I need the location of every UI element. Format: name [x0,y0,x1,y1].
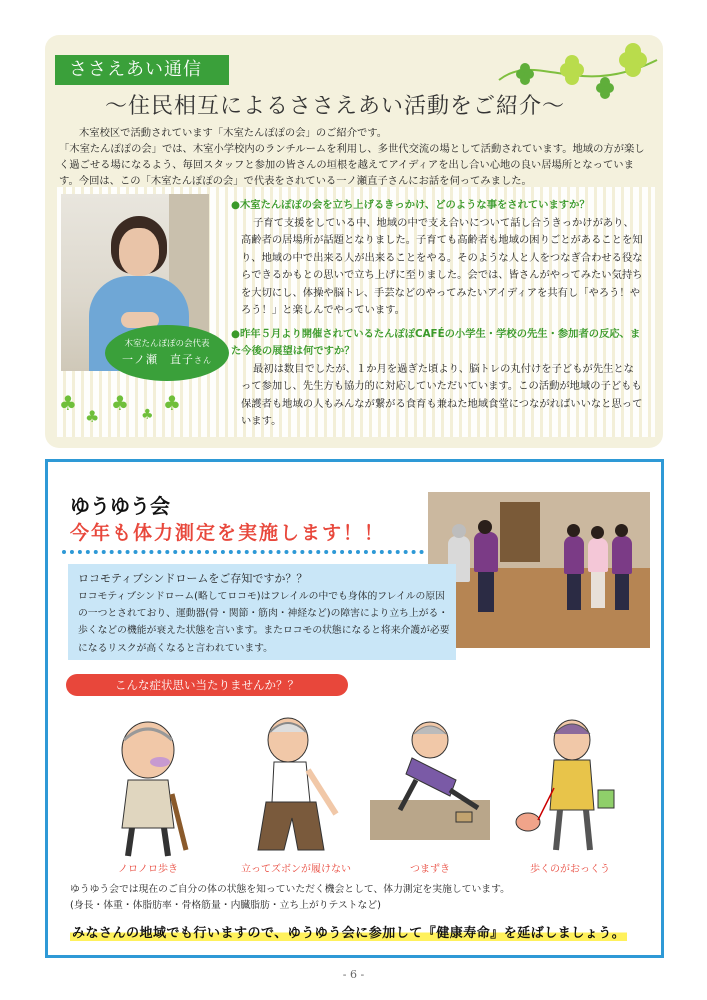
name-badge [105,325,229,381]
tired-walking-illustration [510,710,630,860]
dotted-divider [62,550,424,554]
heading-fitness-test: 今年も体力測定を実施します！！ [70,522,386,544]
interview-qa [231,197,643,437]
question-1: ●木室たんぽぽの会を立ち上げるきっかけ、どのような事をされていますか？ [231,199,590,211]
section-yuuyuukai [45,459,664,958]
clover-icon: ♣ [163,391,181,415]
body-text [70,882,640,914]
caption-trousers: 立ってズボンが履けない [241,864,351,875]
section-tag: ささえあい通信 [55,55,229,85]
intro-line-1: 木室校区で活動されています「木室たんぽぽの会」のご紹介です。 [79,127,388,139]
clover-icon: ♣ [85,407,100,426]
highlight-message: みなさんの地域でも行いますので、ゆうゆう会に参加して『健康寿命』を延ばしましょう。 [70,922,627,941]
info-title: ロコモティブシンドロームをご存知ですか？？ [78,572,308,585]
caption-tripping: つまずき [410,864,450,875]
body-line-1: ゆうゆう会では現在のご自分の体の状態を知っていただく機会として、体力測定を実施しています。 [70,884,510,895]
tripping-illustration [370,710,490,860]
clover-icon: ♣ [59,391,77,415]
answer-2: 最初は数目でしたが、１か月を過ぎた頃より、脳トレの丸付けを子どもが先生となって参加し、先生方も協力的に対応していただいています。この活動が地域の子どもも保護者も地域の人もみんなが繋がる食育も兼ねた地域食堂につながればいいなと思っています。 [241,362,643,427]
section-sasaeai [45,35,663,448]
section-title: ～住民相互によるささえあい活動をご紹介～ [105,94,566,119]
person-name: 一ノ瀬 直子 [122,353,194,366]
caption-slow-walking: ノロノロ歩き [118,864,178,875]
body-line-2: (身長・体重・体脂肪率・骨格筋量・内臓脂肪・立ち上がりテストなど) [70,900,381,911]
answer-1: 子育て支援をしている中、地域の中で支え合いについて話し合うきっかけがあり、高齢者の居場所が話題となりました。子育ても高齢者も地域の困りごとがあることを知り、地域の中で出来る人が出来ることをやる。そのような人と人をつなぎ合わせる役ならできるかもとの思いで立ち上げに至りました。会では、皆さんがやってみたい気持ちを大切にし、体操や脳トレ、手芸などのやってみたいアイディアを共有し「やろう！やろう！」と楽しんでやっています。 [241,216,643,316]
clover-icon: ♣ [141,407,154,423]
locomo-info-box [68,564,456,660]
fitness-test-photo [428,492,650,648]
page-number: - 6 - [342,968,365,981]
trousers-illustration [236,710,356,860]
slow-walking-illustration [88,710,208,860]
info-body: ロコモティブシンドローム(略してロコモ)はフレイルの中でも身体的フレイルの原因の一つとされており、運動器(骨・関節・筋肉・神経など)の障害により立ち上がる・歩くなどの機能が衰えた状態を言います。またロコモの状態になると将来介護が必要になるリスクが高くなると言われています。 [78,591,450,654]
name-suffix: さん [194,356,212,365]
symptoms-label: こんな症状思い当たりませんか？？ [66,674,348,696]
name-role: 木室たんぽぽの会代表 [124,339,210,349]
caption-tired-walking: 歩くのがおっくう [530,864,610,875]
heading-yuuyuukai: ゆうゆう会 [70,494,170,518]
clover-icon: ♣ [111,391,129,415]
intro-text [59,125,653,189]
question-2: ●昨年５月より開催されているたんぽぽCAFÉの小学生・学校の先生・参加者の反応、また今後の展望は何ですか？ [231,327,641,357]
intro-line-2: 「木室たんぽぽの会」では、木室小学校内のランチルームを利用し、多世代交流の場として活動されています。地域の方が楽しく過ごせる場になるよう、毎回スタッフと参加の皆さんの垣根を越えてアイディアを出し合い心地の良い居場所となっています。今回は、この「木室たんぽぽの会」で代表をされている一ノ瀬直子さんにお話を伺ってみました。 [59,143,645,187]
